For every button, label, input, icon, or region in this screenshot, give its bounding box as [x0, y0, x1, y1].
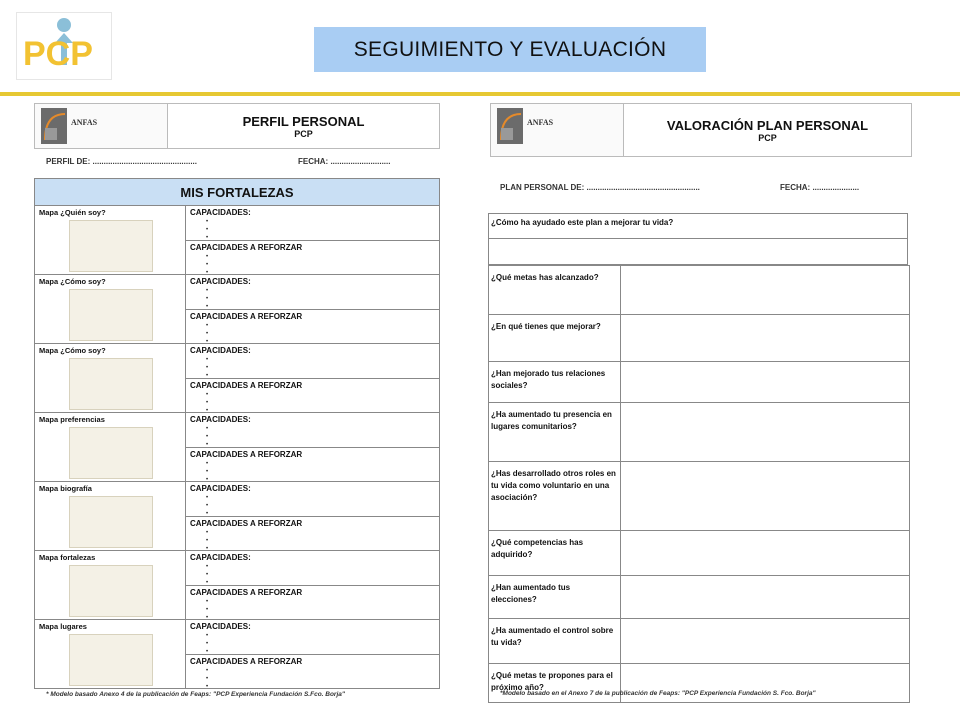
valoracion-title: VALORACIÓN PLAN PERSONAL — [666, 117, 869, 133]
map-label: Mapa preferencias — [39, 415, 105, 424]
anfas-logo — [491, 104, 624, 156]
anfas-logo — [35, 104, 168, 148]
accent-rule — [0, 92, 960, 96]
table-row — [35, 412, 439, 481]
bullet-list: • • • — [206, 391, 209, 414]
table-row — [489, 361, 909, 402]
map-label: Mapa ¿Cómo soy? — [39, 277, 106, 286]
capacidades-label: CAPACIDADES: — [190, 484, 251, 493]
bullet-list: • • • — [206, 322, 209, 345]
table-row — [489, 618, 909, 663]
fortalezas-table — [34, 205, 440, 689]
question-cell: ¿Han aumentado tus elecciones? — [489, 576, 621, 618]
bullet-list: • • • — [206, 288, 209, 310]
table-row — [35, 206, 439, 274]
map-thumbnail — [69, 220, 153, 272]
perfil-title-cell — [168, 104, 439, 148]
answer-cell — [621, 266, 909, 314]
question-cell: ¿Qué metas te propones para el próximo año? — [489, 664, 621, 702]
answer-cell — [621, 462, 909, 530]
perfil-footnote: * Modelo basado Anexo 4 de la publicación de Feaps: "PCP Experiencia Fundación S.Fco. Borja" — [46, 691, 345, 698]
valoracion-plan-document — [488, 101, 914, 703]
bullet-list: • • • — [206, 495, 209, 517]
valoracion-fecha-field: FECHA: ..................... — [780, 183, 860, 192]
answer-cell — [621, 403, 909, 461]
answer-cell — [621, 576, 909, 618]
valoracion-subtitle: PCP — [758, 132, 777, 143]
bullet-list: • • • — [206, 219, 209, 241]
anfas-label: ANFAS — [71, 118, 98, 127]
bullet-list: • • • — [206, 529, 209, 552]
logo-text: PCP — [23, 35, 93, 73]
answer-cell — [621, 315, 909, 361]
capacidades-label: CAPACIDADES: — [190, 415, 251, 424]
bullet-list: • • • — [206, 253, 209, 276]
map-thumbnail — [69, 427, 153, 479]
answer-cell — [621, 619, 909, 663]
reforzar-label: CAPACIDADES A REFORZAR — [190, 380, 303, 390]
map-label: Mapa ¿Quién soy? — [39, 208, 106, 217]
first-answer-row — [488, 239, 908, 265]
valoracion-header — [490, 103, 912, 157]
perfil-personal-document — [32, 101, 442, 703]
map-label: Mapa biografía — [39, 484, 92, 493]
map-label: Mapa fortalezas — [39, 553, 96, 562]
reforzar-label: CAPACIDADES A REFORZAR — [190, 311, 303, 321]
valoracion-table — [488, 265, 910, 703]
table-row — [489, 314, 909, 361]
question-cell: ¿Ha aumentado el control sobre tu vida? — [489, 619, 621, 663]
map-thumbnail — [69, 496, 153, 548]
table-row — [35, 550, 439, 619]
table-row — [489, 530, 909, 575]
first-question-row — [488, 213, 908, 239]
mis-fortalezas-heading — [34, 178, 440, 206]
table-row — [489, 265, 909, 314]
bullet-list: • • • — [206, 598, 209, 621]
first-question-text: ¿Cómo ha ayudado este plan a mejorar tu vida? — [491, 218, 674, 227]
table-row — [489, 575, 909, 618]
question-cell: ¿Qué competencias has adquirido? — [489, 531, 621, 575]
page-title-text: SEGUIMIENTO Y EVALUACIÓN — [353, 37, 667, 61]
question-cell: ¿Qué metas has alcanzado? — [489, 266, 621, 314]
perfil-title: PERFIL PERSONAL — [242, 113, 365, 129]
valoracion-footnote: *Modelo basado en el Anexo 7 de la publicación de Feaps: "PCP Experiencia Fundación S. Fco. Borja" — [500, 690, 816, 697]
question-cell: ¿Ha aumentado tu presencia en lugares comunitarios? — [489, 403, 621, 461]
table-row — [489, 461, 909, 530]
bullet-list: • • • — [206, 460, 209, 483]
map-thumbnail — [69, 565, 153, 617]
map-thumbnail — [69, 634, 153, 686]
capacidades-label: CAPACIDADES: — [190, 622, 251, 631]
reforzar-label: CAPACIDADES A REFORZAR — [190, 587, 303, 597]
answer-cell — [621, 362, 909, 402]
page-title — [314, 27, 706, 72]
map-label: Mapa lugares — [39, 622, 87, 631]
valoracion-title-cell — [624, 104, 911, 156]
table-row — [35, 481, 439, 550]
bullet-list: • • • — [206, 564, 209, 586]
reforzar-label: CAPACIDADES A REFORZAR — [190, 656, 303, 666]
capacidades-label: CAPACIDADES: — [190, 277, 251, 286]
table-row — [35, 619, 439, 688]
reforzar-label: CAPACIDADES A REFORZAR — [190, 242, 303, 252]
question-cell: ¿Han mejorado tus relaciones sociales? — [489, 362, 621, 402]
pcp-logo — [16, 12, 112, 80]
bullet-list: • • • — [206, 357, 209, 379]
bullet-list: • • • — [206, 426, 209, 448]
table-row — [35, 343, 439, 412]
question-cell: ¿Has desarrollado otros roles en tu vida como voluntario en una asociación? — [489, 462, 621, 530]
plan-personal-de-field: PLAN PERSONAL DE: ................................................... — [500, 183, 700, 192]
perfil-fecha-field: FECHA: ........................... — [298, 157, 391, 166]
capacidades-label: CAPACIDADES: — [190, 208, 251, 217]
bullet-list: • • • — [206, 633, 209, 655]
reforzar-label: CAPACIDADES A REFORZAR — [190, 518, 303, 528]
table-row — [35, 274, 439, 343]
reforzar-label: CAPACIDADES A REFORZAR — [190, 449, 303, 459]
map-thumbnail — [69, 358, 153, 410]
mis-fortalezas-text: MIS FORTALEZAS — [180, 184, 294, 200]
map-label: Mapa ¿Cómo soy? — [39, 346, 106, 355]
table-row — [489, 402, 909, 461]
bullet-list: • • • — [206, 667, 209, 690]
map-thumbnail — [69, 289, 153, 341]
capacidades-label: CAPACIDADES: — [190, 346, 251, 355]
anfas-label: ANFAS — [527, 118, 554, 127]
answer-cell — [621, 531, 909, 575]
capacidades-label: CAPACIDADES: — [190, 553, 251, 562]
perfil-header — [34, 103, 440, 149]
perfil-subtitle: PCP — [294, 128, 313, 139]
perfil-de-field: PERFIL DE: ............................................... — [46, 157, 197, 166]
question-cell: ¿En qué tienes que mejorar? — [489, 315, 621, 361]
